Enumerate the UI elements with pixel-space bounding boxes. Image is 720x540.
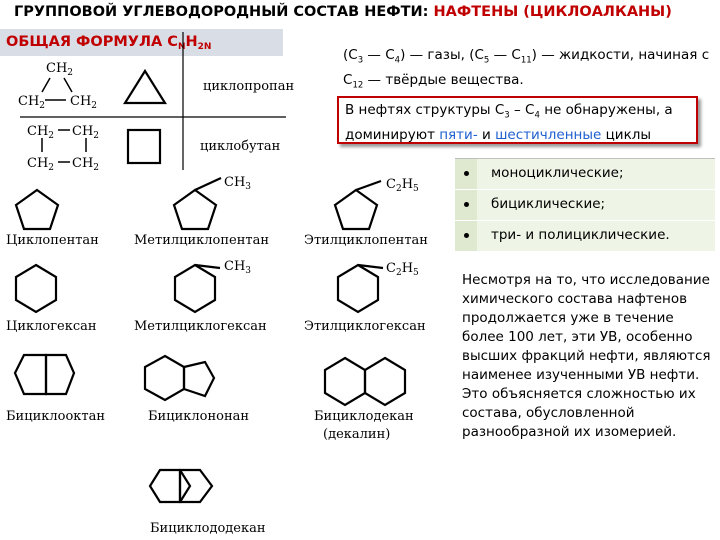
bicyclododecane-label: Бициклододекан xyxy=(150,521,266,536)
ethylcyclopentane-ring xyxy=(335,190,377,229)
methyl-group: $CH_3$ xyxy=(224,175,252,192)
formula-h: H xyxy=(185,34,198,50)
cyclopropane-ring xyxy=(125,71,165,103)
formula-prefix: ОБЩАЯ ФОРМУЛА C xyxy=(6,34,178,50)
decalin-label: (декалин) xyxy=(323,427,391,442)
cyclopropane-bond xyxy=(42,78,50,92)
cyclopropane-bond xyxy=(64,78,72,92)
ethylcyclopentane-label: Этилциклопентан xyxy=(304,233,428,248)
list-item: бициклические; xyxy=(455,190,715,221)
methyl-bond xyxy=(195,178,221,190)
bicyclododecane-ring-left xyxy=(150,470,190,502)
ethyl-group: $C_2H_5$ xyxy=(386,261,419,278)
methylcyclopentane-ring xyxy=(174,190,216,229)
methyl-group: $CH_3$ xyxy=(224,259,252,276)
ch2-label: $CH_2$ xyxy=(27,124,55,141)
title-main: ГРУППОВОЙ УГЛЕВОДОРОДНЫЙ СОСТАВ НЕФТИ: xyxy=(14,4,429,20)
bicyclodecane-label: Бициклодекан xyxy=(314,409,414,424)
cyclopentane-label: Циклопентан xyxy=(6,233,99,248)
methylcyclopentane-label: Метилциклопентан xyxy=(134,233,269,248)
bicyclononane-ring-pent xyxy=(184,362,214,396)
list-item: три- и полициклические. xyxy=(455,221,715,252)
list-item: моноциклические; xyxy=(455,159,715,190)
methylcyclohexane-label: Метилциклогексан xyxy=(134,319,267,334)
title-highlight: НАФТЕНЫ (ЦИКЛОАЛКАНЫ) xyxy=(433,4,672,20)
ch2-label-right: $CH_2$ xyxy=(70,94,98,111)
cyclohexane-label: Циклогексан xyxy=(6,319,97,334)
ethyl-bond xyxy=(356,181,381,190)
bicyclooctane-ring-left xyxy=(15,355,46,394)
ch2-label: $CH_2$ xyxy=(72,156,100,173)
ethylcyclohexane-ring xyxy=(338,265,378,312)
cyclobutane-label: циклобутан xyxy=(200,139,281,154)
research-note: Несмотря на то, что исследование химического состава нафтенов продолжается уже в течение более 100 лет, эти УВ, особенно высших фракций нефти, являются наименее изученными УВ нефти. Это объясняется сложностью их состава, обусловленной разнообразной их изомерией. xyxy=(462,272,711,440)
bicyclononane-ring-hex xyxy=(145,356,184,400)
cyclopentane-ring xyxy=(16,190,58,229)
bicyclododecane-ring-right xyxy=(180,470,212,502)
bicyclononane-label: Бициклононан xyxy=(148,409,250,424)
structure-note-box: В нефтях структуры $С_3 - С_4$ не обнаружены, а доминируют пяти- и шестичленные циклы xyxy=(337,96,698,144)
ch2-label: $CH_2$ xyxy=(27,156,55,173)
ch2-label-top: $CH_2$ xyxy=(46,61,74,78)
bicyclodecane-ring-left xyxy=(325,358,365,405)
cyclobutane-ring xyxy=(128,130,160,163)
phase-state-text: ($С_3$ — $С_4$) — газы, ($С_5$ — $С_{11}$) — жидкости, начиная с $С_{12}$ — твёрдые вещества. xyxy=(343,47,710,91)
naphthene-types-list xyxy=(455,158,715,252)
bicyclodecane-ring-right xyxy=(365,358,405,405)
ch2-label-left: $CH_2$ xyxy=(18,94,46,111)
bicyclooctane-label: Бициклооктан xyxy=(6,409,106,424)
methylcyclohexane-ring xyxy=(175,265,215,312)
formula-subscript-2n: 2N xyxy=(197,42,212,52)
ethylcyclohexane-label: Этилциклогексан xyxy=(304,319,426,334)
ethyl-group: $C_2H_5$ xyxy=(386,177,419,194)
cyclopropane-label: циклопропан xyxy=(203,79,295,94)
formula-subscript-n: N xyxy=(177,42,186,52)
cyclohexane-ring xyxy=(16,265,56,312)
ch2-label: $CH_2$ xyxy=(72,124,100,141)
bicyclooctane-ring-right xyxy=(46,355,74,394)
